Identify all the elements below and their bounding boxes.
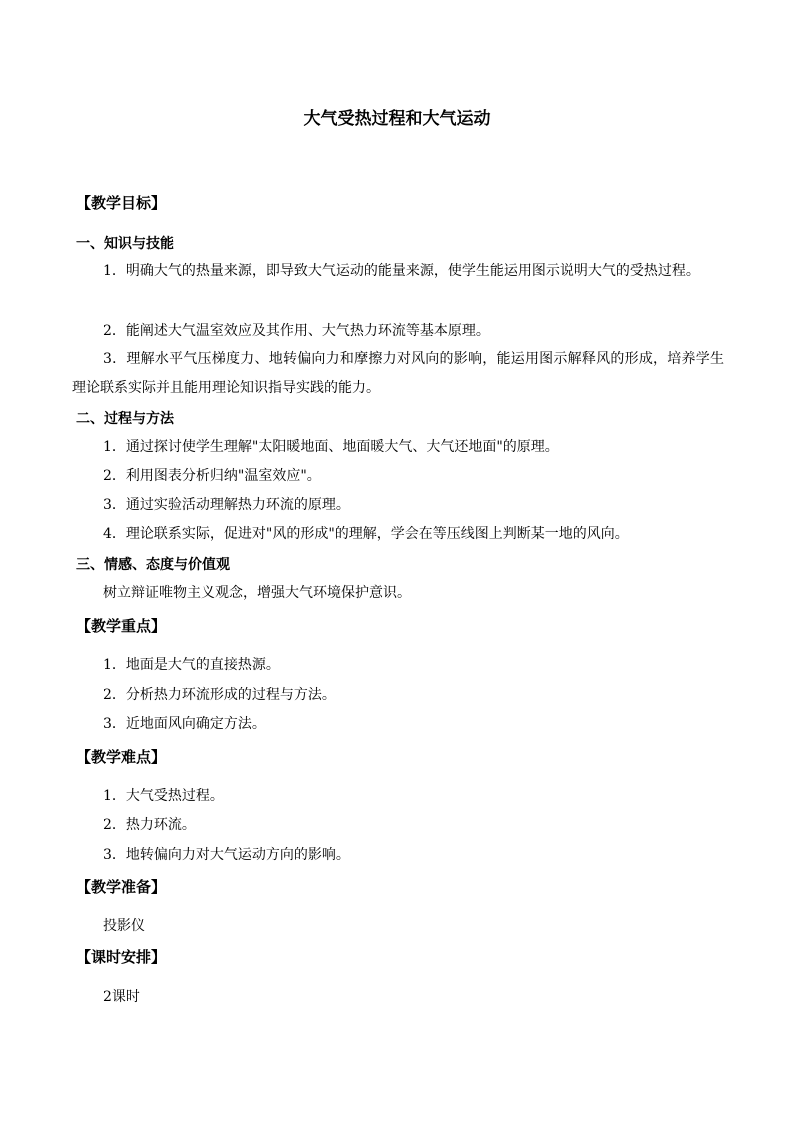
key-point-item-1: 1．地面是大气的直接热源。: [103, 657, 280, 673]
difficulty-item-3: 3．地转偏向力对大气运动方向的影响。: [103, 847, 350, 863]
emotion-heading: 三、情感、态度与价值观: [76, 557, 230, 573]
document-title: 大气受热过程和大气运动: [303, 109, 491, 129]
difficulty-item-2: 2．热力环流。: [103, 817, 196, 833]
knowledge-item-3: 3．理解水平气压梯度力、地转偏向力和摩擦力对风向的影响，能运用图示解释风的形成，培养学生理论联系实际并且能用理论知识指导实践的能力。: [72, 351, 724, 396]
knowledge-item-1: 1．明确大气的热量来源，即导致大气运动的能量来源，使学生能运用图示说明大气的受热过程。: [103, 263, 700, 279]
schedule-text: 2课时: [103, 989, 140, 1005]
process-item-2: 2．利用图表分析归纳"温室效应"。: [103, 468, 321, 484]
process-item-4: 4．理论联系实际，促进对"风的形成"的理解，学会在等压线图上判断某一地的风向。: [103, 526, 629, 542]
knowledge-item-2: 2．能阐述大气温室效应及其作用、大气热力环流等基本原理。: [103, 323, 490, 339]
difficulty-item-1: 1．大气受热过程。: [103, 788, 224, 804]
key-point-item-3: 3．近地面风向确定方法。: [103, 716, 266, 732]
knowledge-heading: 一、知识与技能: [76, 236, 174, 252]
difficulties-heading: 【教学难点】: [76, 748, 167, 766]
process-item-1: 1．通过探讨使学生理解"太阳暖地面、地面暖大气、大气还地面"的原理。: [103, 439, 559, 455]
process-item-3: 3．通过实验活动理解热力环流的原理。: [103, 497, 350, 513]
preparation-heading: 【教学准备】: [76, 878, 167, 896]
schedule-heading: 【课时安排】: [76, 948, 167, 966]
process-heading: 二、过程与方法: [76, 411, 174, 427]
key-points-heading: 【教学重点】: [76, 617, 167, 635]
emotion-text: 树立辩证唯物主义观念，增强大气环境保护意识。: [103, 585, 411, 601]
preparation-text: 投影仪: [103, 918, 145, 934]
objectives-heading: 【教学目标】: [76, 194, 167, 212]
key-point-item-2: 2．分析热力环流形成的过程与方法。: [103, 687, 336, 703]
